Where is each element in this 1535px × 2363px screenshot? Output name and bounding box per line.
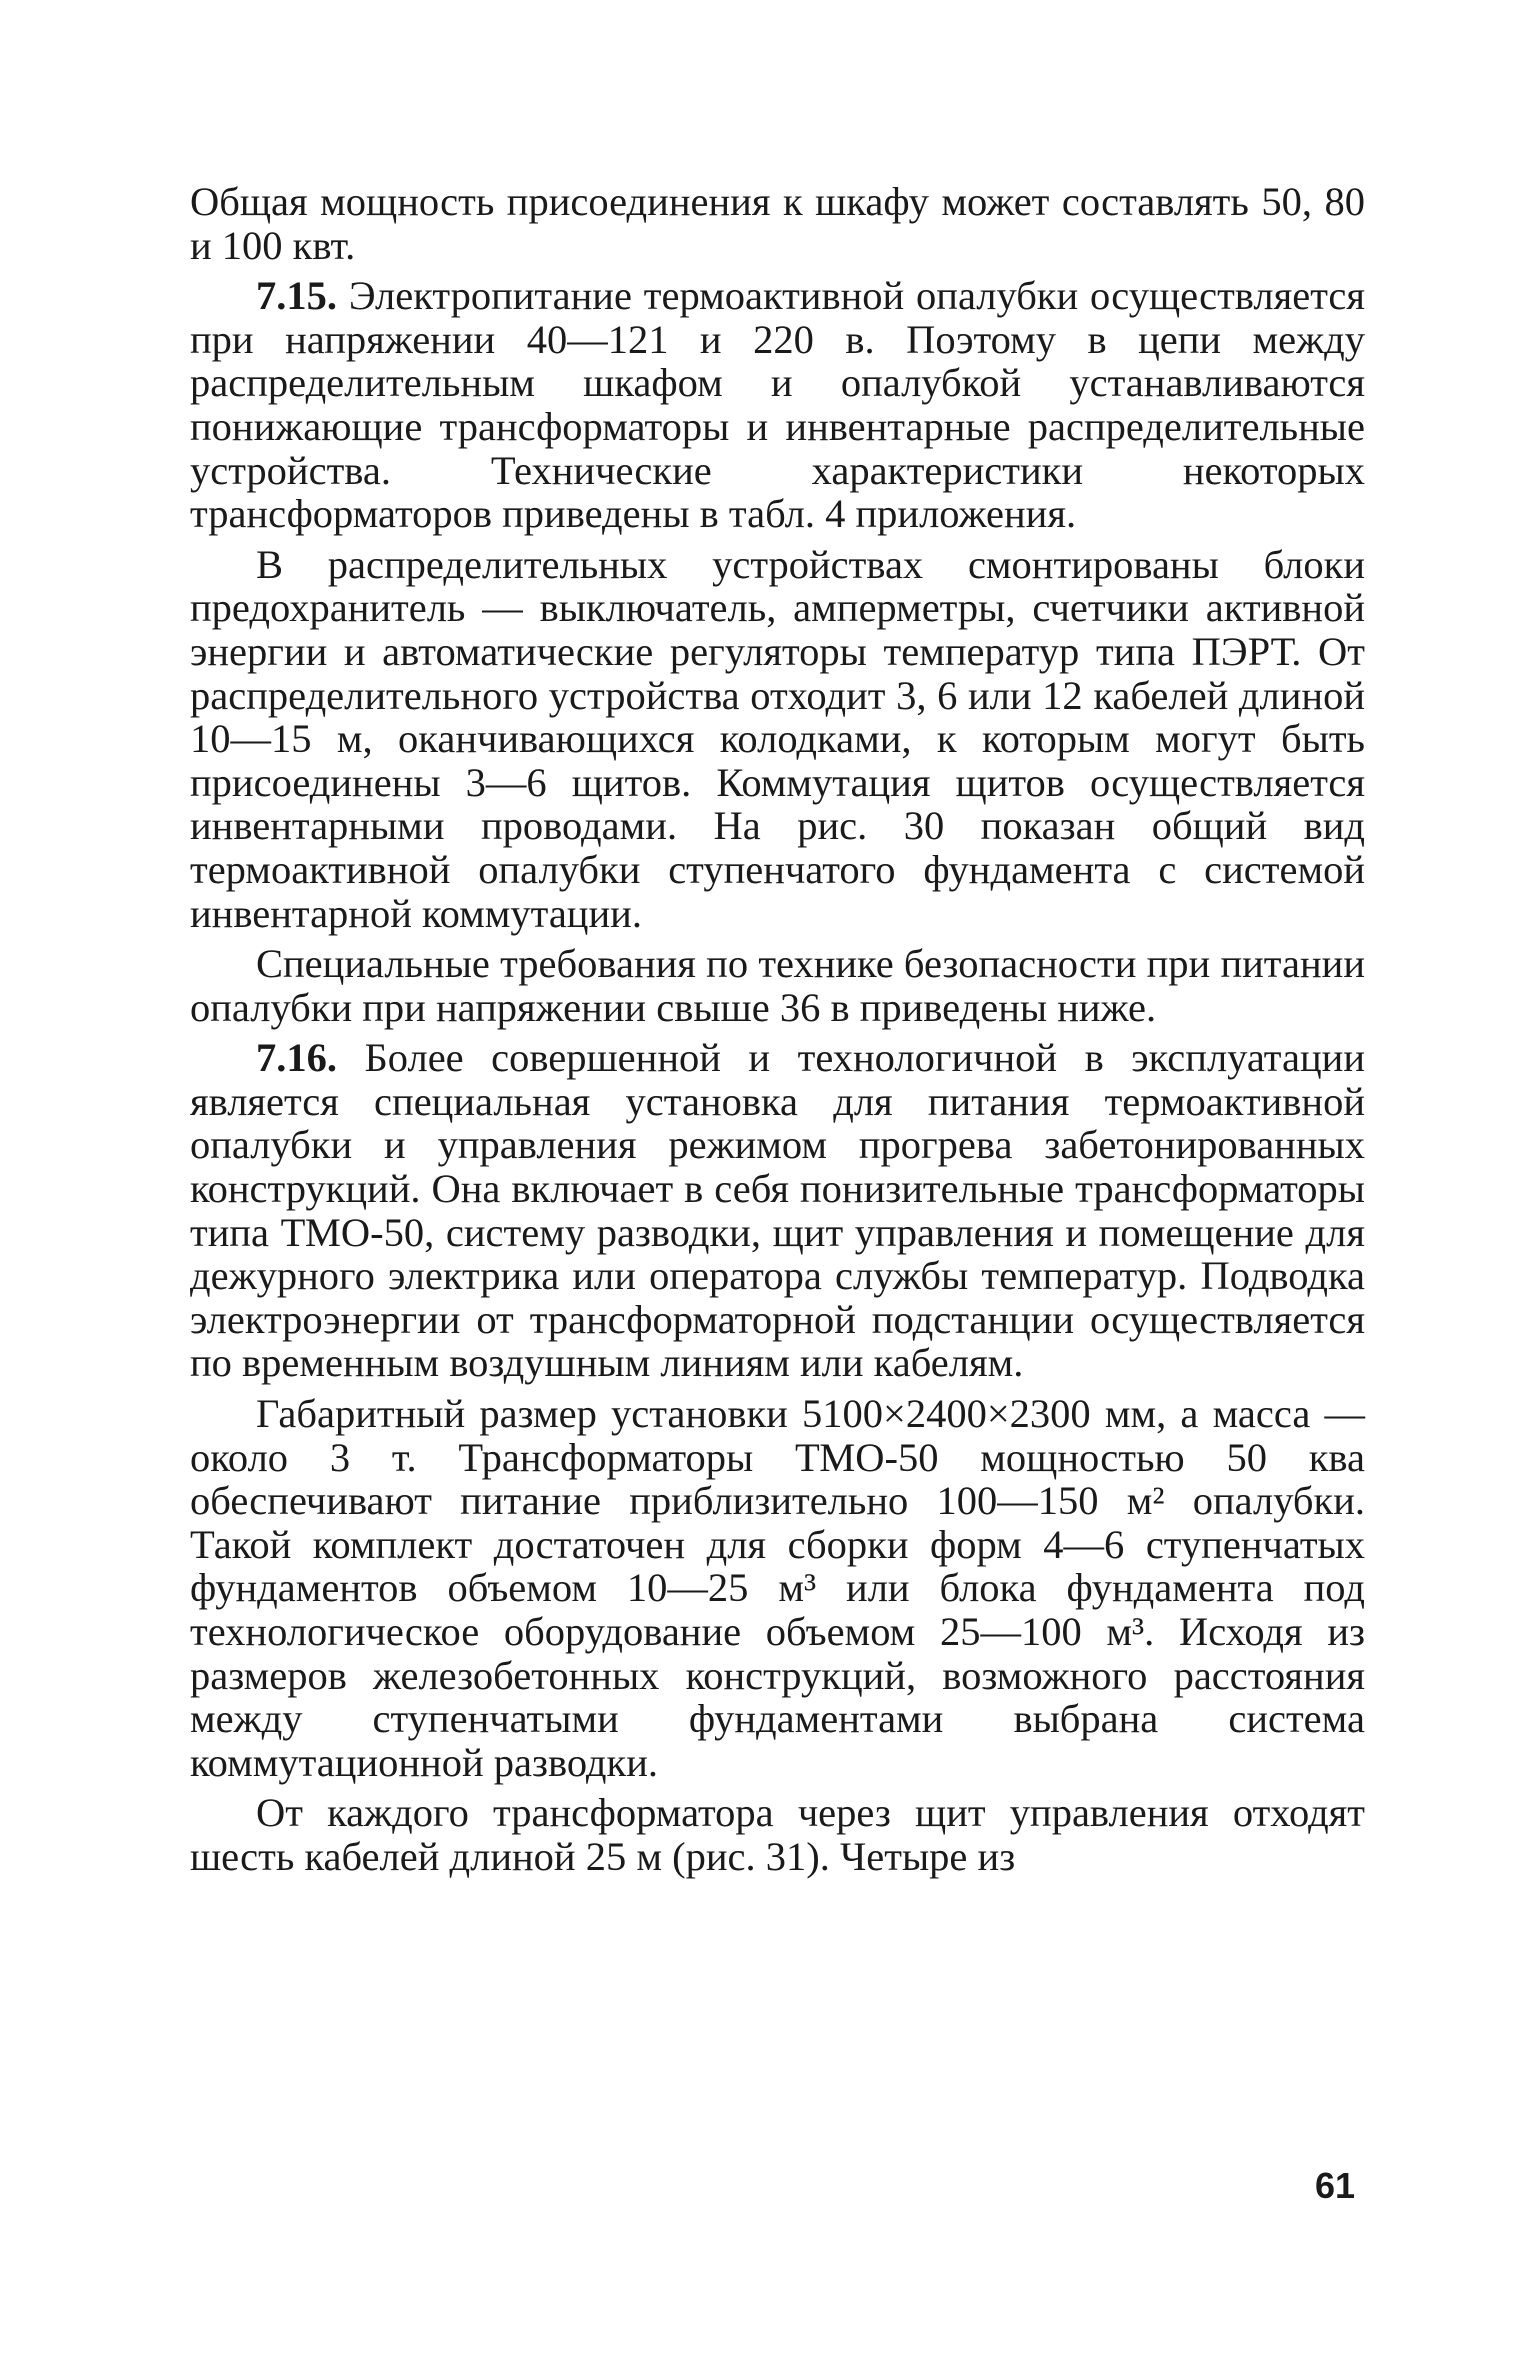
paragraph-text: В распределительных устройствах смонтированы блоки предохранитель — выключатель, амперметры, счетчики активной энергии и автоматические регуляторы температур типа ПЭРТ. От распределительного устройства отходит 3, 6 или 12 кабелей длиной 10—15 м, оканчивающихся колодками, к которым могут быть присоединены 3—6 щитов. Коммутация щитов осуществляется инвентарными проводами. На рис. 30 показан общий вид термоактивной опалубки ступенчатого фундамента с системой инвентарной коммутации.: [190, 541, 1365, 936]
section-number: 7.16.: [256, 1035, 337, 1081]
paragraph-safety-requirements: [190, 942, 1365, 1029]
paragraph-dimensions: [190, 1392, 1365, 1784]
paragraph-section-7-15: [190, 274, 1365, 536]
paragraph-text: Габаритный размер установки 5100×2400×2300 мм, а масса — около 3 т. Трансформаторы ТМО-50 мощностью 50 ква обеспечивают питание приблизительно 100—150 м² опалубки. Такой комплект достаточен для сборки форм 4—6 ступенчатых фундаментов объемом 10—25 м³ или блока фундамента под технологическое оборудование объемом 25—100 м³. Исходя из размеров железобетонных конструкций, возможного расстояния между ступенчатыми фундаментами выбрана система коммутационной разводки.: [190, 1391, 1365, 1785]
paragraph-connection-power: [190, 180, 1365, 267]
paragraph-text: Более совершенной и технологичной в эксплуатации является специальная установка для питания термоактивной опалубки и управления режимом прогрева забетонированных конструкций. Она включает в себя понизительные трансформаторы типа ТМО-50, систему разводки, щит управления и помещение для дежурного электрика или оператора службы температур. Подводка электроэнергии от трансформаторной подстанции осуществляется по временным воздушным линиям или кабелям.: [190, 1035, 1365, 1386]
paragraph-text: Специальные требования по технике безопасности при питании опалубки при напряжении свыше 36 в приведены ниже.: [190, 941, 1365, 1030]
paragraph-text: Общая мощность присоединения к шкафу может составлять 50, 80 и 100 квт.: [190, 179, 1365, 268]
page-number: 61: [1314, 2165, 1355, 2206]
paragraph-cables: [190, 1791, 1365, 1878]
paragraph-distribution-devices: [190, 543, 1365, 935]
page-body: [190, 180, 1365, 1886]
paragraph-text: Электропитание термоактивной опалубки осуществляется при напряжении 40—121 и 220 в. Поэтому в цепи между распределительным шкафом и опалубкой устанавливаются понижающие трансформаторы и инвентарные распределительные устройства. Технические характеристики некоторых трансформаторов приведены в табл. 4 приложения.: [190, 273, 1366, 537]
paragraph-text: От каждого трансформатора через щит управления отходят шесть кабелей длиной 25 м (рис. 31). Четыре из: [190, 1790, 1365, 1879]
section-number: 7.15.: [256, 273, 337, 319]
paragraph-section-7-16: [190, 1036, 1365, 1385]
